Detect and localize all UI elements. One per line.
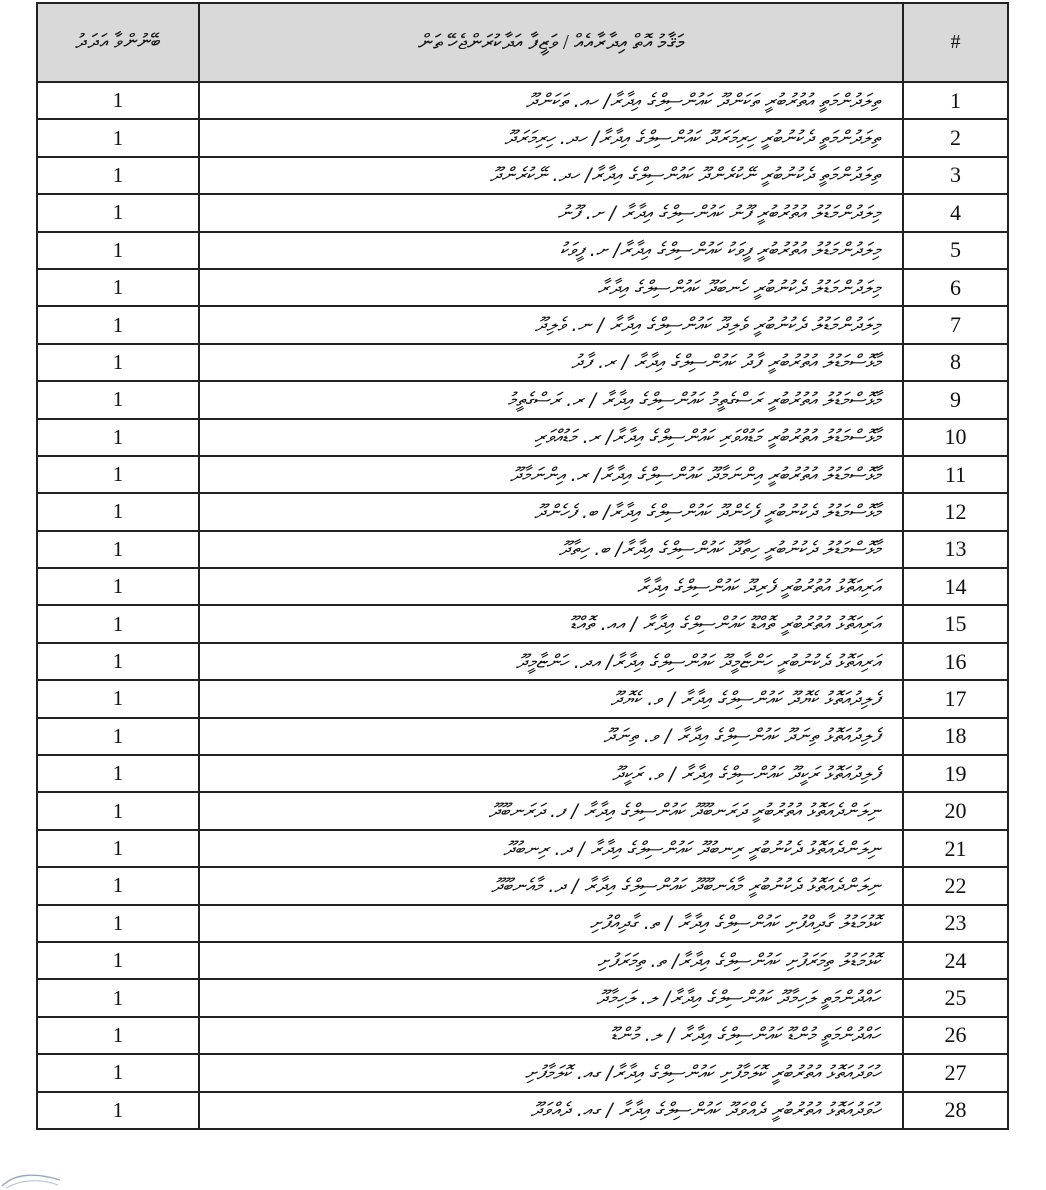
- table-row: [37, 979, 1008, 1016]
- header-number: #: [903, 3, 1008, 82]
- header-count: ބޭނުންވާ އަދަދު: [37, 3, 199, 82]
- table-row: [37, 194, 1008, 231]
- row-description: މާޅޮސްމަޑުލު އުތުރުބުރީ އިންނަމާދޫ ކައުންސިލްގެ އިދާރާ/ ރ. އިންނަމާދޫ: [199, 456, 903, 493]
- row-description: އަރިއަތޮޅު އުތުރުބުރީ ފެރިދޫ ކައުންސިލްގެ އިދާރާ: [199, 568, 903, 605]
- row-number: 14: [903, 568, 1008, 605]
- row-number: 16: [903, 643, 1008, 680]
- stamp-mark: [0, 1166, 64, 1190]
- row-number: 7: [903, 306, 1008, 343]
- row-description: ފެލިދުއަތޮޅު ރަކީދޫ ކައުންސިލްގެ އިދާރާ / ވ. ރަކީދޫ: [199, 755, 903, 792]
- table-row: [37, 531, 1008, 568]
- row-number: 10: [903, 419, 1008, 456]
- table-row: [37, 493, 1008, 530]
- row-description: ތިލަދުންމަތީ އުތުރުބުރީ ތަކަންދޫ ކައުންސިލްގެ އިދާރާ/ ހއ. ތަކަންދޫ: [199, 82, 903, 119]
- row-count: 1: [37, 942, 199, 979]
- row-number: 1: [903, 82, 1008, 119]
- row-count: 1: [37, 643, 199, 680]
- row-description: ތިލަދުންމަތީ ދެކުނުބުރީ ނޭކުރެންދޫ ކައުންސިލްގެ އިދާރާ/ ހދ. ނޭކުރެންދޫ: [199, 157, 903, 194]
- row-description: ކޮޅުމަޑުލު ގާދިއްފުށި ކައުންސިލްގެ އިދާރާ / ތ. ގާދިއްފުށި: [199, 905, 903, 942]
- table-header: [37, 3, 1008, 82]
- table-row: [37, 755, 1008, 792]
- table-row: [37, 605, 1008, 642]
- row-number: 3: [903, 157, 1008, 194]
- row-count: 1: [37, 680, 199, 717]
- row-number: 28: [903, 1092, 1008, 1129]
- row-description: ފެލިދުއަތޮޅު ތިނަދޫ ކައުންސިލްގެ އިދާރާ / ވ. ތިނަދޫ: [199, 718, 903, 755]
- row-count: 1: [37, 979, 199, 1016]
- row-number: 20: [903, 792, 1008, 829]
- row-description: ހައްދުންމަތީ ލަހިމާދޫ ކައުންސިލްގެ އިދާރާ/ ލ. ލަހިމާދޫ: [199, 979, 903, 1016]
- row-number: 24: [903, 942, 1008, 979]
- row-count: 1: [37, 232, 199, 269]
- row-number: 15: [903, 605, 1008, 642]
- row-number: 27: [903, 1054, 1008, 1091]
- table-row: [37, 269, 1008, 306]
- table-row: [37, 1054, 1008, 1091]
- table-row: [37, 905, 1008, 942]
- row-count: 1: [37, 568, 199, 605]
- row-number: 11: [903, 456, 1008, 493]
- row-description: ތިލަދުންމަތީ ދެކުނުބުރީ ހިރިމަރަދޫ ކައުންސިލްގެ އިދާރާ/ ހދ. ހިރިމަރަދޫ: [199, 119, 903, 156]
- table-row: [37, 830, 1008, 867]
- table-row: [37, 1017, 1008, 1054]
- table-row: [37, 419, 1008, 456]
- row-description: އަރިއަތޮޅު ދެކުނުބުރީ ހަންޏާމީދޫ ކައުންސިލްގެ އިދާރާ/ އދ. ހަންޏާމީދޫ: [199, 643, 903, 680]
- row-count: 1: [37, 792, 199, 829]
- table-row: [37, 643, 1008, 680]
- row-count: 1: [37, 82, 199, 119]
- row-count: 1: [37, 269, 199, 306]
- row-description: މާޅޮސްމަޑުލު ދެކުނުބުރީ ފެހެންދޫ ކައުންސިލްގެ އިދާރާ/ ބ. ފެހެންދޫ: [199, 493, 903, 530]
- row-description: ކޮޅުމަޑުލު ތިމަރަފުށި ކައުންސިލްގެ އިދާރާ/ ތ. ތިމަރަފުށި: [199, 942, 903, 979]
- table-row: [37, 232, 1008, 269]
- row-count: 1: [37, 419, 199, 456]
- row-description: މާޅޮސްމަޑުލު އުތުރުބުރީ ރަސްގެތީމު ކައުންސިލްގެ އިދާރާ / ރ. ރަސްގެތީމު: [199, 381, 903, 418]
- table-row: [37, 568, 1008, 605]
- table-row: [37, 119, 1008, 156]
- row-number: 23: [903, 905, 1008, 942]
- table-row: [37, 82, 1008, 119]
- row-number: 26: [903, 1017, 1008, 1054]
- header-row: [37, 3, 1008, 82]
- row-number: 17: [903, 680, 1008, 717]
- row-description: ނިލަންދެއަތޮޅު ދެކުނުބުރީ މާއެނބޫދޫ ކައުންސިލްގެ އިދާރާ / ދ. މާއެނބޫދޫ: [199, 867, 903, 904]
- row-count: 1: [37, 456, 199, 493]
- table-row: [37, 157, 1008, 194]
- table-row: [37, 718, 1008, 755]
- row-description: ހުވަދުއަތޮޅު އުތުރުބުރީ ދެއްވަދޫ ކައުންސިލްގެ އިދާރާ / ގއ. ދެއްވަދޫ: [199, 1092, 903, 1129]
- row-description: މާޅޮސްމަޑުލު އުތުރުބުރީ މަޑުއްވަރި ކައުންސިލްގެ އިދާރާ/ ރ. މަޑުއްވަރި: [199, 419, 903, 456]
- row-number: 2: [903, 119, 1008, 156]
- row-description: މިލަދުންމަޑުލު އުތުރުބުރީ ފީވަކު ކައުންސިލްގެ އިދާރާ/ ށ. ފީވަކު: [199, 232, 903, 269]
- row-description: މިލަދުންމަޑުލު އުތުރުބުރީ ފޫނު ކައުންސިލްގެ އިދާރާ / ށ. ފޫނު: [199, 194, 903, 231]
- row-description: މާޅޮސްމަޑުލު ދެކުނުބުރީ ހިތާދޫ ކައުންސިލްގެ އިދާރާ/ ބ. ހިތާދޫ: [199, 531, 903, 568]
- row-count: 1: [37, 1054, 199, 1091]
- row-number: 21: [903, 830, 1008, 867]
- table-row: [37, 867, 1008, 904]
- table-row: [37, 381, 1008, 418]
- row-number: 8: [903, 344, 1008, 381]
- row-description: ހުވަދުއަތޮޅު އުތުރުބުރީ ކޮލަމާފުށި ކައުންސިލްގެ އިދާރާ/ ގއ. ކޮލަމާފުށި: [199, 1054, 903, 1091]
- row-description: މިލަދުންމަޑުލު ދެކުނުބުރީ ހެނބަދޫ ކައުންސިލްގެ އިދާރާ: [199, 269, 903, 306]
- row-count: 1: [37, 867, 199, 904]
- row-number: 12: [903, 493, 1008, 530]
- row-number: 13: [903, 531, 1008, 568]
- row-count: 1: [37, 157, 199, 194]
- row-description: މިލަދުންމަޑުލު ދެކުނުބުރީ ވެލިދޫ ކައުންސިލްގެ އިދާރާ / ނ. ވެލިދޫ: [199, 306, 903, 343]
- table-body: [37, 82, 1008, 1129]
- row-count: 1: [37, 381, 199, 418]
- row-number: 4: [903, 194, 1008, 231]
- header-description: މަޤާމު އޮތް އިދާރާއެއް / ވަޒީފާ އަދާކުރަންޖެހޭ ތަން: [199, 3, 903, 82]
- table-row: [37, 1092, 1008, 1129]
- row-number: 9: [903, 381, 1008, 418]
- row-description: ހައްދުންމަތީ މުންޑޫ ކައުންސިލްގެ އިދާރާ / ލ. މުންޑޫ: [199, 1017, 903, 1054]
- row-count: 1: [37, 718, 199, 755]
- row-number: 25: [903, 979, 1008, 1016]
- vacancy-table: [36, 2, 1009, 1130]
- table-row: [37, 344, 1008, 381]
- row-count: 1: [37, 755, 199, 792]
- row-count: 1: [37, 830, 199, 867]
- row-description: ނިލަންދެއަތޮޅު އުތުރުބުރީ ދަރަނބޫދޫ ކައުންސިލްގެ އިދާރާ / ފ. ދަރަނބޫދޫ: [199, 792, 903, 829]
- table-row: [37, 942, 1008, 979]
- row-count: 1: [37, 1092, 199, 1129]
- row-count: 1: [37, 493, 199, 530]
- row-count: 1: [37, 306, 199, 343]
- row-description: ފެލިދުއަތޮޅު ކެޔޮދޫ ކައުންސިލްގެ އިދާރާ / ވ. ކެޔޮދޫ: [199, 680, 903, 717]
- row-count: 1: [37, 531, 199, 568]
- row-count: 1: [37, 119, 199, 156]
- row-number: 19: [903, 755, 1008, 792]
- table-row: [37, 456, 1008, 493]
- row-description: އަރިއަތޮޅު އުތުރުބުރީ ތޮއްޑޫ ކައުންސިލްގެ އިދާރާ / އއ. ތޮއްޑޫ: [199, 605, 903, 642]
- row-count: 1: [37, 344, 199, 381]
- row-number: 22: [903, 867, 1008, 904]
- row-number: 18: [903, 718, 1008, 755]
- row-number: 5: [903, 232, 1008, 269]
- row-description: ނިލަންދެއަތޮޅު ދެކުނުބުރީ ރިނބުދޫ ކައުންސިލްގެ އިދާރާ / ދ. ރިނބުދޫ: [199, 830, 903, 867]
- row-count: 1: [37, 605, 199, 642]
- row-count: 1: [37, 905, 199, 942]
- row-description: މާޅޮސްމަޑުލު އުތުރުބުރީ ފާދު ކައުންސިލްގެ އިދާރާ / ރ. ފާދު: [199, 344, 903, 381]
- table-row: [37, 306, 1008, 343]
- table-row: [37, 792, 1008, 829]
- row-number: 6: [903, 269, 1008, 306]
- row-count: 1: [37, 194, 199, 231]
- table-row: [37, 680, 1008, 717]
- row-count: 1: [37, 1017, 199, 1054]
